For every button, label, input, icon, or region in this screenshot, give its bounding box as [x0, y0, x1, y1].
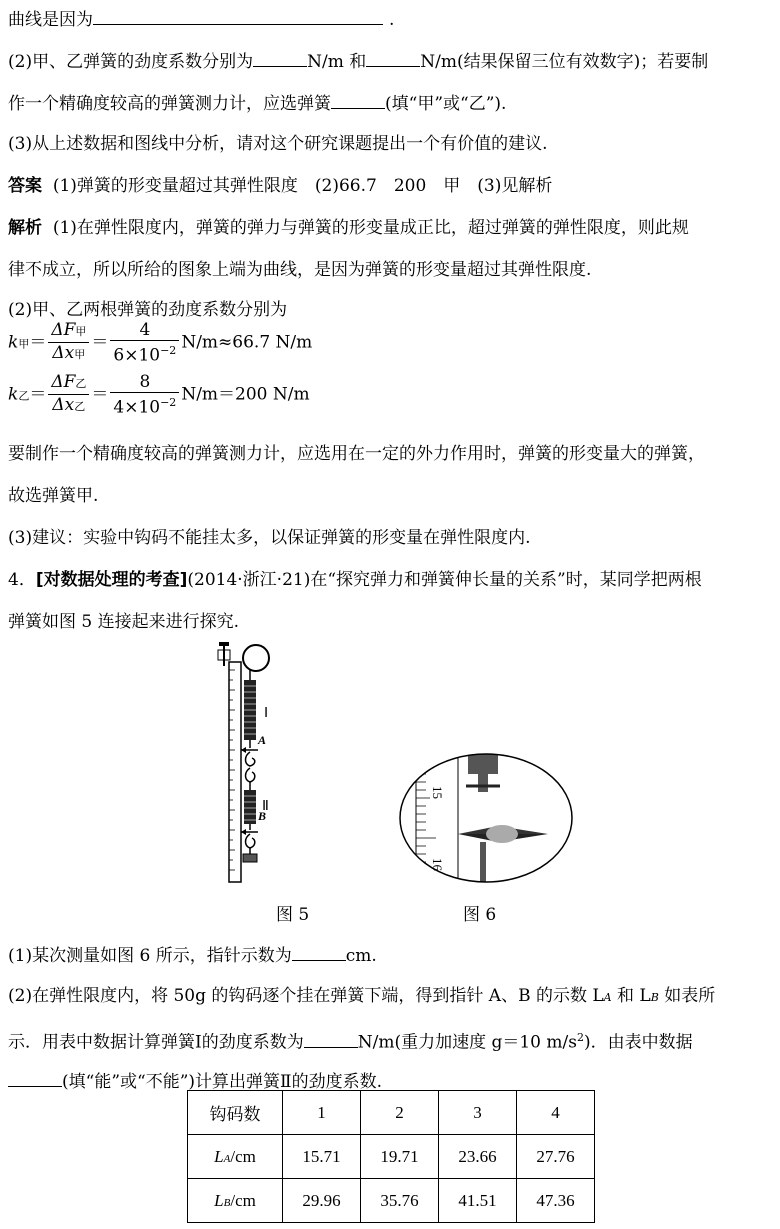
- row-label: L: [214, 1190, 224, 1210]
- q3-part2-text-e: (填“甲”或“乙”).: [385, 94, 507, 114]
- analysis-text: 律不成立，所以所给的图象上端为曲线，是因为弹簧的形变量超过其弹性限度.: [8, 260, 592, 280]
- q4-part2-text: (填“能”或“不能”)计算出弹簧Ⅱ的劲度系数.: [62, 1072, 382, 1092]
- frac-num: 8: [110, 372, 179, 393]
- fig5-label-A: A: [258, 733, 267, 747]
- q4-part2-text: 和 L: [611, 986, 651, 1006]
- q4-part1-unit: cm.: [345, 946, 377, 966]
- analysis-text: (2)甲、乙两根弹簧的劲度系数分别为: [8, 300, 288, 320]
- table-cell: 3: [439, 1091, 517, 1135]
- q4-line2: [8, 610, 772, 634]
- q3-part2-text-c: N/m(结果保留三位有效数字)；若要制: [420, 52, 709, 72]
- q4-part1-line: [8, 942, 772, 968]
- row-label-sub: B: [223, 1196, 231, 1209]
- q3-part2-text-d: 作一个精确度较高的弹簧测力计，应选弹簧: [8, 94, 331, 114]
- q4-part2-text: 示．用表中数据计算弹簧Ⅰ的劲度系数为: [8, 1032, 304, 1053]
- analysis-label: 解析: [8, 218, 42, 238]
- table-cell: 4: [517, 1091, 595, 1135]
- fig5-caption: 图 5: [276, 905, 310, 925]
- q3-tail-line: [8, 6, 772, 32]
- formula-result: N/m＝200 N/m: [181, 384, 310, 405]
- frac-den: Δx: [52, 343, 75, 364]
- figure-6-ruler-zoom: [398, 752, 574, 884]
- q4-part1-text: (1)某次测量如图 6 所示，指针示数为: [8, 946, 292, 966]
- table-cell: 27.76: [517, 1135, 595, 1179]
- answer-blank: [8, 1068, 62, 1087]
- analysis-text: 要制作一个精确度较高的弹簧测力计，应选用在一定的外力作用时，弹簧的形变量大的弹簧，: [8, 444, 705, 464]
- answer-blank: [93, 6, 383, 25]
- q4-part2-text: )．由表中数据: [583, 1032, 693, 1053]
- frac-den: Δx: [52, 395, 75, 416]
- formula-k-jia: k甲＝ $\frac{\text{ΔF甲}}{\text{Δx甲}}$ ＝ $\frac{4}{6\times 10^{-2}}$ N/m≈66.7 N/m: [8, 320, 313, 366]
- analysis-text: 故选弹簧甲.: [8, 486, 99, 506]
- answer-blank: [292, 942, 346, 961]
- q3-part3-text: (3)从上述数据和图线中分析，请对这个研究课题提出一个有价值的建议.: [8, 134, 548, 154]
- frac-exp: −2: [160, 396, 177, 409]
- q3-tail-text: 曲线是因为: [8, 10, 93, 30]
- formula-sub: 甲: [18, 337, 30, 351]
- formula-result: N/m≈66.7 N/m: [181, 332, 313, 353]
- frac-num: ΔF: [51, 320, 76, 341]
- table-cell: 23.66: [439, 1135, 517, 1179]
- formula-k: k: [8, 332, 19, 353]
- answer-label: 答案: [8, 176, 42, 196]
- fig5-label-B: B: [258, 809, 267, 823]
- q3-part2-text-a: (2)甲、乙弹簧的劲度系数分别为: [8, 52, 254, 72]
- table-cell: 19.71: [361, 1135, 439, 1179]
- formula-sub: 乙: [18, 389, 30, 403]
- fraction-delta: $\frac{\text{ΔF乙}}{\text{Δx乙}}$: [48, 372, 89, 417]
- q3-part2-text-b: N/m 和: [307, 52, 367, 72]
- fraction-value: [110, 320, 179, 366]
- answer-blank: [253, 48, 307, 67]
- formula-k: k: [8, 384, 19, 405]
- analysis-text: (3)建议：实验中钩码不能挂太多，以保证弹簧的形变量在弹性限度内.: [8, 528, 531, 548]
- analysis-line1: [8, 216, 772, 240]
- analysis2-line2: [8, 484, 772, 508]
- table-row: [188, 1135, 595, 1179]
- table-cell: 15.71: [283, 1135, 361, 1179]
- table-header-cell: [188, 1179, 283, 1223]
- q3-part2-line1: [8, 48, 772, 74]
- q3-tail-end: .: [389, 10, 395, 30]
- figure-5-springs: [200, 640, 280, 885]
- answer-blank: [331, 90, 385, 109]
- answer-blank: [366, 48, 420, 67]
- frac-exp: −2: [160, 344, 177, 357]
- q4-part2-sup: 2: [576, 1031, 584, 1044]
- analysis2-line1: [8, 442, 772, 466]
- frac-den: 4×10: [113, 397, 161, 418]
- table-row: [188, 1091, 595, 1135]
- table-cell: 35.76: [361, 1179, 439, 1223]
- answer-blank: [304, 1029, 358, 1048]
- frac-num: 4: [110, 320, 179, 341]
- q4-tag: [对数据处理的考查]: [35, 570, 188, 590]
- formula-k-yi: k乙＝ $\frac{\text{ΔF乙}}{\text{Δx乙}}$ ＝ $\frac{8}{4\times 10^{-2}}$ N/m＝200 N/m: [8, 372, 310, 418]
- q4-part2-line1: [8, 984, 772, 1010]
- q4-part2-text: N/m(重力加速度 g＝10 m/s: [357, 1032, 577, 1053]
- fig6-caption: 图 6: [463, 905, 497, 925]
- row-label-unit: /cm: [230, 1190, 256, 1210]
- table-header-cell: 钩码数: [188, 1091, 283, 1135]
- frac-den: 6×10: [113, 345, 161, 366]
- q4-part2-text: 如表所: [658, 986, 716, 1006]
- fraction-value: [110, 372, 179, 418]
- q4-text: (2014·浙江·21)在“探究弹力和弹簧伸长量的关系”时，某同学把两根: [187, 570, 702, 590]
- table-cell: 41.51: [439, 1179, 517, 1223]
- fig5-label-I: Ⅰ: [264, 706, 269, 721]
- analysis-line3: [8, 298, 772, 322]
- q4-number: 4．: [8, 570, 36, 590]
- q4-line1: [8, 568, 772, 592]
- fig5-label-II: Ⅱ: [262, 799, 269, 814]
- row-label-unit: /cm: [230, 1146, 256, 1166]
- table-cell: 47.36: [517, 1179, 595, 1223]
- table-row: [188, 1179, 595, 1223]
- data-table: [187, 1090, 595, 1223]
- q4-part2-sub: B: [650, 991, 659, 1004]
- fraction-delta: $\frac{\text{ΔF甲}}{\text{Δx甲}}$: [48, 320, 89, 365]
- analysis-line2: [8, 258, 772, 282]
- q4-part2-line2: [8, 1026, 772, 1055]
- analysis2-line3: [8, 526, 772, 550]
- q3-part2-line2: [8, 90, 772, 116]
- answer-line: [8, 174, 772, 198]
- table-header-cell: [188, 1135, 283, 1179]
- q4-part2-sub: A: [603, 991, 612, 1004]
- table-cell: 1: [283, 1091, 361, 1135]
- row-label: L: [214, 1146, 224, 1166]
- row-label-sub: A: [223, 1152, 231, 1165]
- q3-part3-line: [8, 132, 772, 156]
- answer-text: (1)弹簧的形变量超过其弹性限度 (2)66.7 200 甲 (3)见解析: [52, 176, 553, 196]
- q4-text: 弹簧如图 5 连接起来进行探究.: [8, 612, 240, 632]
- fig6-tick-15: 15: [430, 786, 445, 799]
- table-cell: 29.96: [283, 1179, 361, 1223]
- analysis-text: (1)在弹性限度内，弹簧的弹力与弹簧的形变量成正比，超过弹簧的弹性限度，则此规: [52, 218, 689, 238]
- table-cell: 2: [361, 1091, 439, 1135]
- fig6-tick-16: 16: [430, 858, 445, 871]
- frac-num: ΔF: [51, 372, 76, 393]
- q4-part2-text: (2)在弹性限度内，将 50g 的钩码逐个挂在弹簧下端，得到指针 A、B 的示数 L: [8, 986, 604, 1006]
